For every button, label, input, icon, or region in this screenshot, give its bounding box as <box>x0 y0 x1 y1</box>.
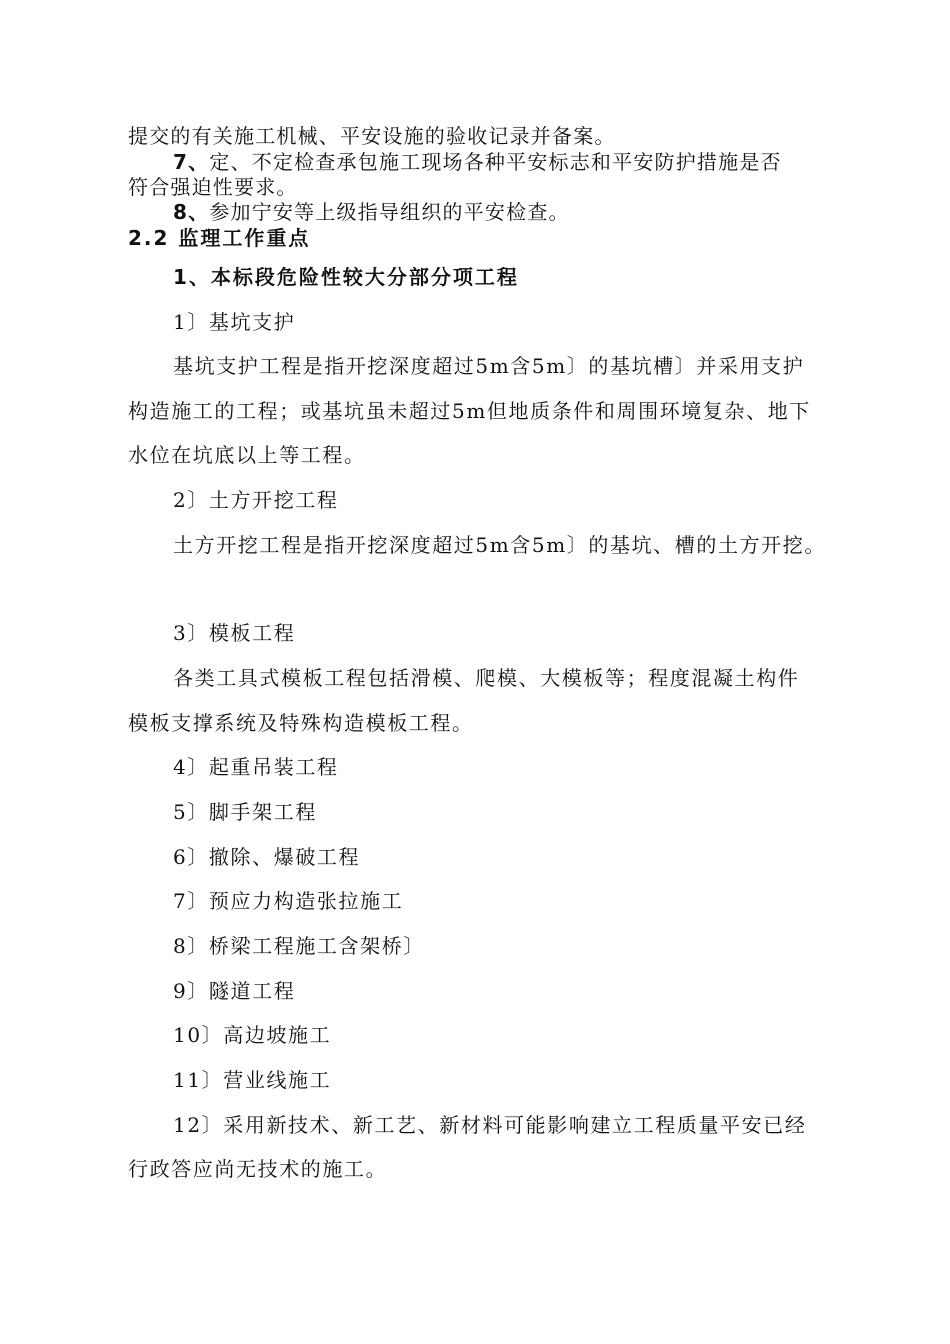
item-9-title: 9〕隧道工程 <box>173 979 296 1003</box>
section-subheading: 1、本标段危险性较大分部分项工程 <box>173 265 519 289</box>
item-7 <box>173 150 782 174</box>
section-heading: 2.2 监理工作重点 <box>128 226 311 250</box>
item-2-body-line-1: 土方开挖工程是指开挖深度超过5m含5m〕的基坑、槽的土方开挖。 <box>173 533 826 557</box>
item-8-list-title: 8〕桥梁工程施工含架桥〕 <box>173 934 425 958</box>
item-3-body-line-1: 各类工具式模板工程包括滑模、爬模、大模板等；程度混凝土构件 <box>173 666 800 690</box>
item-7-text: 定、不定检查承包施工现场各种平安标志和平安防护措施是否 <box>209 150 782 174</box>
item-3-title: 3〕模板工程 <box>173 621 296 645</box>
item-1-body-line-1: 基坑支护工程是指开挖深度超过5m含5m〕的基坑槽〕并采用支护 <box>173 354 805 378</box>
item-1-body-line-3: 水位在坑底以上等工程。 <box>128 443 366 467</box>
item-2-title: 2〕土方开挖工程 <box>173 488 339 512</box>
item-5-title: 5〕脚手架工程 <box>173 800 317 824</box>
item-11-title: 11〕营业线施工 <box>173 1068 332 1092</box>
item-7-continuation: 符合强迫性要求。 <box>128 175 298 199</box>
item-4-title: 4〕起重吊装工程 <box>173 755 339 779</box>
item-8-number: 8、 <box>173 200 210 224</box>
item-3-body-line-2: 模板支撑系统及特殊构造模板工程。 <box>128 711 474 735</box>
item-7-list-title: 7〕预应力构造张拉施工 <box>173 889 404 913</box>
item-1-title: 1〕基坑支护 <box>173 310 296 334</box>
item-8 <box>173 200 570 224</box>
item-7-number: 7、 <box>173 150 210 174</box>
item-8-text: 参加宁安等上级指导组织的平安检查。 <box>209 200 570 224</box>
item-1-body-line-2: 构造施工的工程；或基坑虽未超过5m但地质条件和周围环境复杂、地下 <box>128 399 811 423</box>
item-12-body-line-1: 12〕采用新技术、新工艺、新材料可能影响建立工程质量平安已经 <box>173 1113 807 1137</box>
item-6-title: 6〕撤除、爆破工程 <box>173 845 361 869</box>
item-12-body-line-2: 行政答应尚无技术的施工。 <box>128 1157 388 1181</box>
intro-line-1: 提交的有关施工机械、平安设施的验收记录并备案。 <box>128 124 616 148</box>
item-10-title: 10〕高边坡施工 <box>173 1023 332 1047</box>
